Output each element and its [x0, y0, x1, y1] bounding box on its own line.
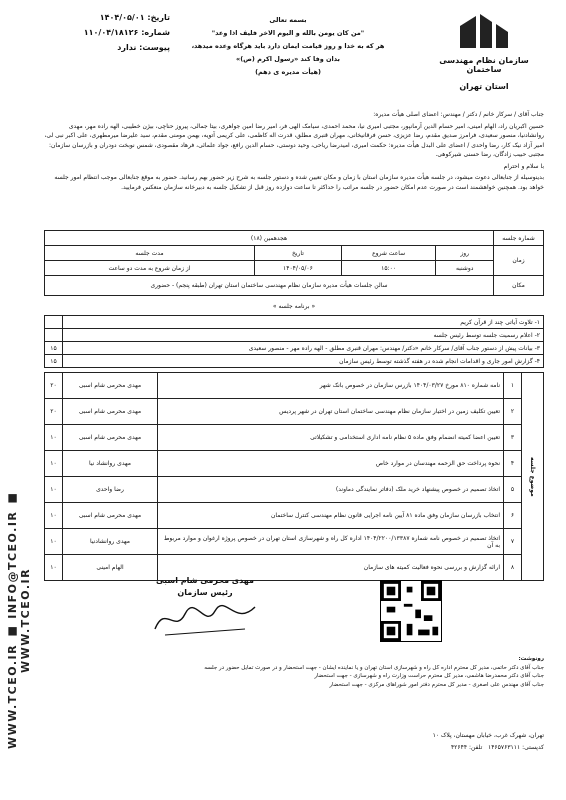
org-logo-icon: [456, 12, 512, 50]
number-label: شماره:: [141, 28, 170, 37]
agenda-intro-text: ۱- تلاوت آیاتی چند از قرآن کریم: [63, 316, 544, 329]
footer-address: تهران، شهرک غرب، خیابان مهستان، پلاک ۱۰: [432, 732, 544, 739]
agenda-intro-text: ۲- اعلام رسمیت جلسه توسط رئیس جلسه: [63, 329, 544, 342]
agenda-item-presenter: رضا واحدی: [63, 477, 158, 503]
agenda-intro-duration: [45, 316, 63, 329]
quote-line-2: هر که به خدا و روز قیامت ایمان دارد باید هرگاه وعده میدهد،: [191, 42, 385, 50]
agenda-item-number: ۷: [504, 529, 522, 555]
org-logo-block: [424, 12, 544, 90]
side-strip: [0, 0, 42, 800]
invitation-paragraph: بدینوسیله از جنابعالی دعوت میشود، در جلسه هیأت مدیره سازمان استان با زمان و مکان تعیین شده و دستور جلسه به شرح زیر حضور بهم رسانید. حضور به موقع جنابعالی موجب انتظام امور جلسه خواهد بود. همچنین خواهشمند است در صورت عدم امکان حضور در جلسه مراتب را حداکثر تا ساعت دوازده روز قبل از تشکیل جلسه به دبیرخانه سازمان منعکس فرمایید.: [54, 174, 544, 191]
agenda-item-row: [45, 373, 544, 399]
agenda-item-duration: ۲۰: [45, 399, 63, 425]
agenda-item-text: تعیین تکلیف زمین در اختیار سازمان نظام مهندسی ساختمان استان تهران در شهر پردیس: [158, 399, 504, 425]
agenda-item-text: اتخاذ تصمیم در خصوص نامه شماره ۱۴۰۴/۲۲۰۰/۱۳۳۸۷ اداره کل راه و شهرسازی استان تهران در خصوص پروژه ارغوان و موارد مربوط به آن: [158, 529, 504, 555]
qr-code: [380, 580, 442, 642]
agenda-item-row: [45, 503, 544, 529]
duration-value: از زمان شروع به مدت دو ساعت: [45, 261, 255, 276]
cc-line-1: جناب آقای دکتر حاتمی، مدیر کل محترم اداره کل راه و شهرسازی استان تهران و یا نماینده ایشان - جهت استحضار و در صورت تمایل حضور در جلسه: [204, 664, 544, 671]
agenda-intro-row: [45, 342, 544, 355]
board-label: (هیأت مدیره ی دهم): [255, 68, 321, 76]
duration-label: مدت جلسه: [45, 246, 255, 261]
footer-postal: کدپستی: ۱۴۶۵۷۶۳۱۱۱: [487, 744, 544, 751]
bismillah: بسمه تعالی: [269, 16, 307, 24]
agenda-item-duration: ۱۰: [45, 451, 63, 477]
agenda-item-number: ۵: [504, 477, 522, 503]
agenda-item-duration: ۱۰: [45, 529, 63, 555]
agenda-item-duration: ۱۰: [45, 477, 63, 503]
start-label: ساعت شروع: [341, 246, 436, 261]
signer-title: رئیس سازمان: [177, 588, 233, 597]
org-name: سازمان نظام مهندسی ساختمان: [439, 56, 529, 74]
agenda-item-duration: ۱۰: [45, 503, 63, 529]
letter-body: [44, 110, 544, 194]
attachment-value: ندارد: [117, 43, 137, 52]
agenda-item-presenter: الهام امینی: [63, 555, 158, 581]
agenda-intro-table: [44, 315, 544, 368]
signer-name: مهدی محرمی شام اسبی: [156, 576, 254, 585]
place-label: مکان: [494, 276, 544, 296]
signature-block: [140, 575, 270, 643]
org-province: استان تهران: [459, 82, 509, 91]
agenda-intro-row: [45, 355, 544, 368]
date-col-label: تاریخ: [254, 246, 341, 261]
agenda-intro-row: [45, 316, 544, 329]
agenda-intro-duration: ۱۵: [45, 355, 63, 368]
agenda-intro-row: [45, 329, 544, 342]
agenda-item-text: نامه شماره ۸۱۰ مورخ ۱۴۰۴/۰۳/۲۷ بازرس سازمان در خصوص بانک شهر: [158, 373, 504, 399]
agenda-intro-text: ۴- گزارش امور جاری و اقدامات انجام شده در هفته گذشته توسط رئیس سازمان: [63, 355, 544, 368]
agenda-item-presenter: مهدی روانشادنیا: [63, 529, 158, 555]
cc-block: [44, 655, 544, 689]
agenda-item-presenter: مهدی محرمی شام اسبی: [63, 373, 158, 399]
agenda-item-duration: ۱۰: [45, 425, 63, 451]
agenda-item-number: ۲: [504, 399, 522, 425]
agenda-intro-text: ۳- بیانات پیش از دستور جناب آقای/ سرکار خانم «دکتر/ مهندس: مهران قنبری مطلق - الهه راده مهر - منصور سعیدی: [63, 342, 544, 355]
agenda-item-row: [45, 555, 544, 581]
agenda-items-table: [44, 372, 544, 581]
agenda-item-number: ۸: [504, 555, 522, 581]
signature-scribble-icon: [145, 599, 265, 639]
agenda-item-row: [45, 399, 544, 425]
agenda-item-row: [45, 451, 544, 477]
day-label: روز: [436, 246, 494, 261]
quote-line-3: بدان وفا کند «رسول اکرم (ص)»: [236, 55, 340, 63]
footer: [244, 730, 544, 754]
agenda-item-number: ۴: [504, 451, 522, 477]
agenda-item-number: ۳: [504, 425, 522, 451]
attachment-label: پیوست:: [139, 43, 170, 52]
day-value: دوشنبه: [436, 261, 494, 276]
side-website-text: WWW.TCEO.IR ■ INFO@TCEO.IR ■ WWW.TCEO.IR: [6, 490, 32, 750]
agenda-item-text: اتخاذ تصمیم در خصوص پیشنهاد خرید ملک (دفاتر نمایندگی دماوند): [158, 477, 504, 503]
greeting: با سلام و احترام: [503, 162, 544, 170]
agenda-title: « برنامه جلسه »: [272, 303, 316, 310]
agenda-item-row: [45, 425, 544, 451]
agenda-item-row: [45, 477, 544, 503]
agenda-item-presenter: مهدی روانشاد نیا: [63, 451, 158, 477]
agenda-intro-duration: ۱۵: [45, 342, 63, 355]
agenda-item-text: تعیین اعضا کمیته انضمام وفق ماده ۵ نظام نامه اداری استخدامی و تشکیلاتی: [158, 425, 504, 451]
cc-line-3: جناب آقای مهندس علی اصغری - مدیر کل محترم دفتر امور شوراهای مرکزی - جهت استحضار: [329, 681, 544, 688]
session-no: هجدهمین (۱۸): [45, 231, 494, 246]
start-value: ۱۵:۰۰: [341, 261, 436, 276]
members-list: حسین اکبریان راد، الهام امینی، امیر حسام الدین آرمانپور، مجتبی امیری نیا، محمد احمدی، سیامک الهی فر، امیر رضا امین جواهری، بیتا جمالی، پیروز حناچی، بیژن خطیبی، الهه راده مهر، مهدی روانشادنیا، منصور سعیدی، فرامرز صدیق مقدم، رضا عزیزی، حسن فرقانیخانی، مهران قنبری مطلق، قدرت اله کاظمی، علی کریمی آتویه، بهمن مومنی مقدم، سید علیرضا میرمطهری، علی اکبر نبی لی، امیر آزاد نیک کار، رضا واحدی / اعضای علی البدل هیأت مدیره: حکمت امیری، امیدرضا ریاحی، وحید دوستی، حسام الدین رافع، جواد علمائی، فرهاد مقصودی، شمس نوبخت دودران و بازرسان سازمان: مجتبی حبیب زادگان، رضا حسنی شیرکوهی.: [44, 122, 544, 158]
agenda-item-number: ۶: [504, 503, 522, 529]
agenda-item-duration: ۲۰: [45, 373, 63, 399]
agenda-side-label: موضوع جلسه: [522, 373, 544, 581]
agenda-item-text: انتخاب بازرسان سازمان وفق ماده ۸۱ آیین نامه اجرایی قانون نظام مهندسی کنترل ساختمان: [158, 503, 504, 529]
header-center: [175, 14, 401, 79]
cc-label: رونوشت:: [518, 656, 544, 662]
footer-phone: تلفن: ۴۲۶۴۴: [450, 744, 483, 751]
agenda-item-presenter: مهدی محرمی شام اسبی: [63, 399, 158, 425]
quote-line-1: "من کان یومن بالله و الیوم الاخر فلیف اذا وعد": [211, 29, 365, 37]
cc-line-2: جناب آقای دکتر محمدرضا هاشمی، مدیر کل محترم حراست وزارت راه و شهرسازی - جهت استحضار: [314, 673, 544, 679]
place-value: سالن جلسات هیأت مدیره سازمان نظام مهندسی ساختمان استان تهران (طبقه پنجم) - حضوری: [45, 276, 494, 296]
agenda-item-row: [45, 529, 544, 555]
time-label: زمان: [494, 246, 544, 276]
letter-meta: [30, 10, 170, 55]
agenda-item-presenter: مهدی محرمی شام اسبی: [63, 503, 158, 529]
number-value: ۱۱۰/۰۴/۱۸۱۲۶: [83, 28, 139, 37]
agenda-item-presenter: مهدی محرمی شام اسبی: [63, 425, 158, 451]
session-date-value: ۱۴۰۴/۰۵/۰۶: [254, 261, 341, 276]
agenda-item-text: نحوه پرداخت حق الزحمه مهندسان در موارد خاص: [158, 451, 504, 477]
agenda-item-duration: ۱۰: [45, 555, 63, 581]
session-no-label: شماره جلسه: [494, 231, 544, 246]
date-value: ۱۴۰۴/۰۵/۰۱: [99, 13, 145, 22]
agenda-intro-duration: [45, 329, 63, 342]
session-info-table: [44, 230, 544, 296]
salutation: جناب آقای / سرکار خانم / دکتر / مهندس: اعضای اصلی هیأت مدیره:: [373, 111, 544, 118]
date-label: تاریخ:: [147, 13, 170, 22]
qr-code-icon: [381, 581, 441, 641]
agenda-item-number: ۱: [504, 373, 522, 399]
agenda-item-text: ارائه گزارش و بررسی نحوه فعالیت کمیته های سازمان: [158, 555, 504, 581]
